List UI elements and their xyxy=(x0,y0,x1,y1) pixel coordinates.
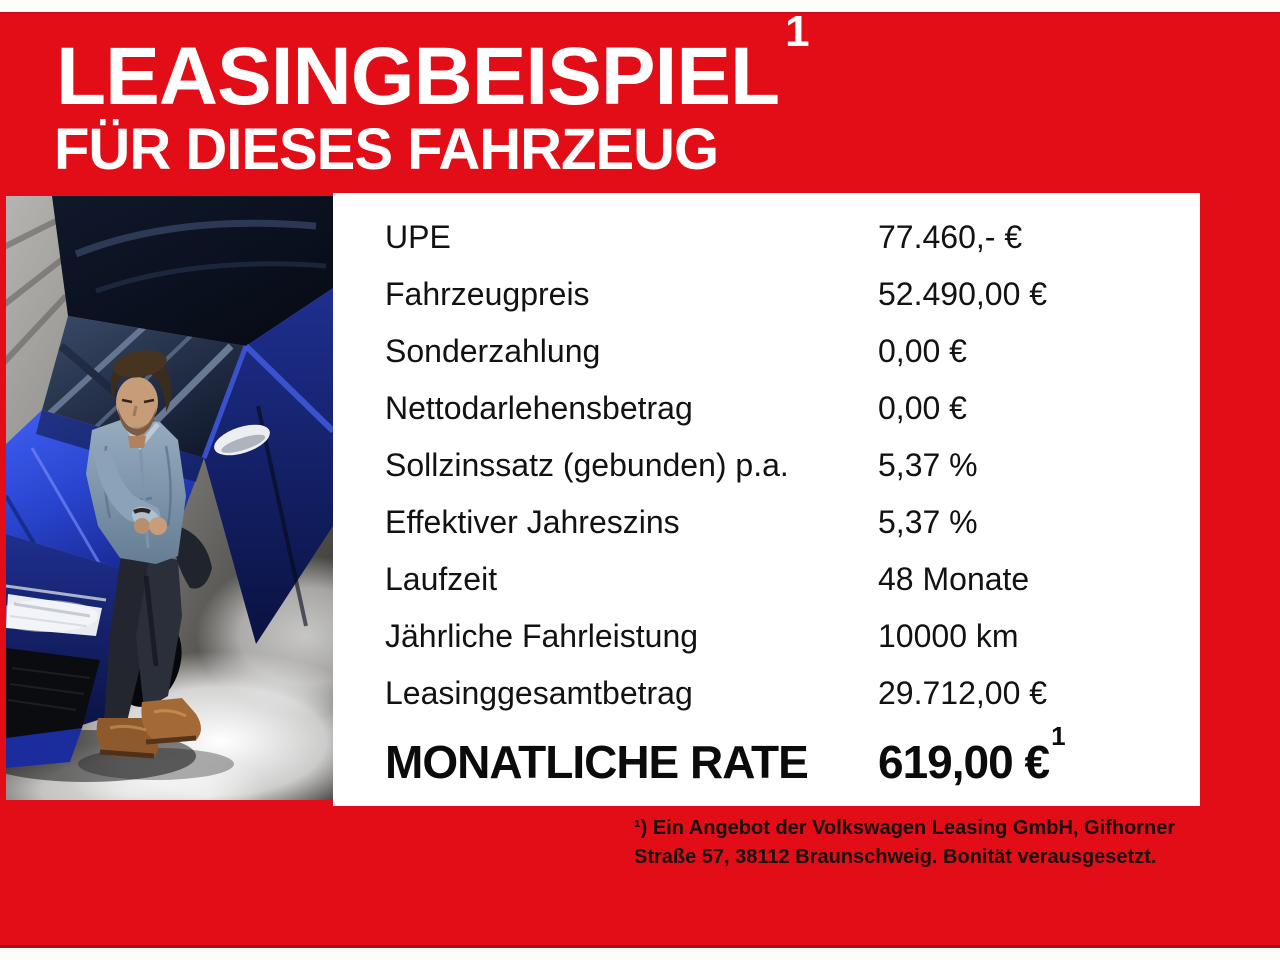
row-label: Sonderzahlung xyxy=(385,333,601,369)
vehicle-photo xyxy=(6,196,333,800)
row-label: Fahrzeugpreis xyxy=(385,276,590,312)
banner-subtitle: FÜR DIESES FAHRZEUG xyxy=(54,117,719,182)
footnote-line-2: Straße 57, 38112 Braunschweig. Bonität verausgesetzt. xyxy=(634,846,1157,868)
row-value: 5,37 % xyxy=(878,447,978,483)
row-label: Effektiver Jahreszins xyxy=(385,504,680,540)
monthly-rate-row xyxy=(385,720,1200,790)
row-value: 77.460,- € xyxy=(878,219,1023,255)
monthly-rate-value: 619,00 €$^1$ xyxy=(878,720,1065,788)
table-row xyxy=(385,380,1200,437)
rate-footnote-marker: 1 xyxy=(1051,720,1065,751)
row-value: 29.712,00 € xyxy=(878,675,1048,711)
table-row xyxy=(385,437,1200,494)
table-row xyxy=(385,494,1200,551)
row-label: Sollzinssatz (gebunden) p.a. xyxy=(385,447,789,483)
row-value: 0,00 € xyxy=(878,333,967,369)
row-label: Leasinggesamtbetrag xyxy=(385,675,693,711)
table-row xyxy=(385,551,1200,608)
legal-footnote xyxy=(634,814,1175,872)
row-label: Jährliche Fahrleistung xyxy=(385,618,699,654)
vehicle-photo-illustration xyxy=(6,196,333,800)
table-row xyxy=(385,665,1200,722)
banner-title xyxy=(56,6,809,122)
table-row xyxy=(385,209,1200,266)
leasing-details-panel xyxy=(333,193,1200,806)
row-value: 0,00 € xyxy=(878,390,967,426)
row-value: 5,37 % xyxy=(878,504,978,540)
row-label: UPE xyxy=(385,219,451,255)
banner-title-text: LEASINGBEISPIEL xyxy=(56,31,780,122)
row-value: 52.490,00 € xyxy=(878,276,1048,312)
table-row xyxy=(385,266,1200,323)
row-value: 10000 km xyxy=(878,618,1019,654)
row-label: Nettodarlehensbetrag xyxy=(385,390,693,426)
title-footnote-marker: 1 xyxy=(785,6,809,56)
monthly-rate-label: MONATLICHE RATE xyxy=(385,736,808,788)
table-row xyxy=(385,608,1200,665)
row-label: Laufzeit xyxy=(385,561,498,597)
table-row xyxy=(385,323,1200,380)
row-value: 48 Monate xyxy=(878,561,1030,597)
footnote-line-1: ¹) Ein Angebot der Volkswagen Leasing GmbH, Gifhorner xyxy=(634,817,1176,839)
